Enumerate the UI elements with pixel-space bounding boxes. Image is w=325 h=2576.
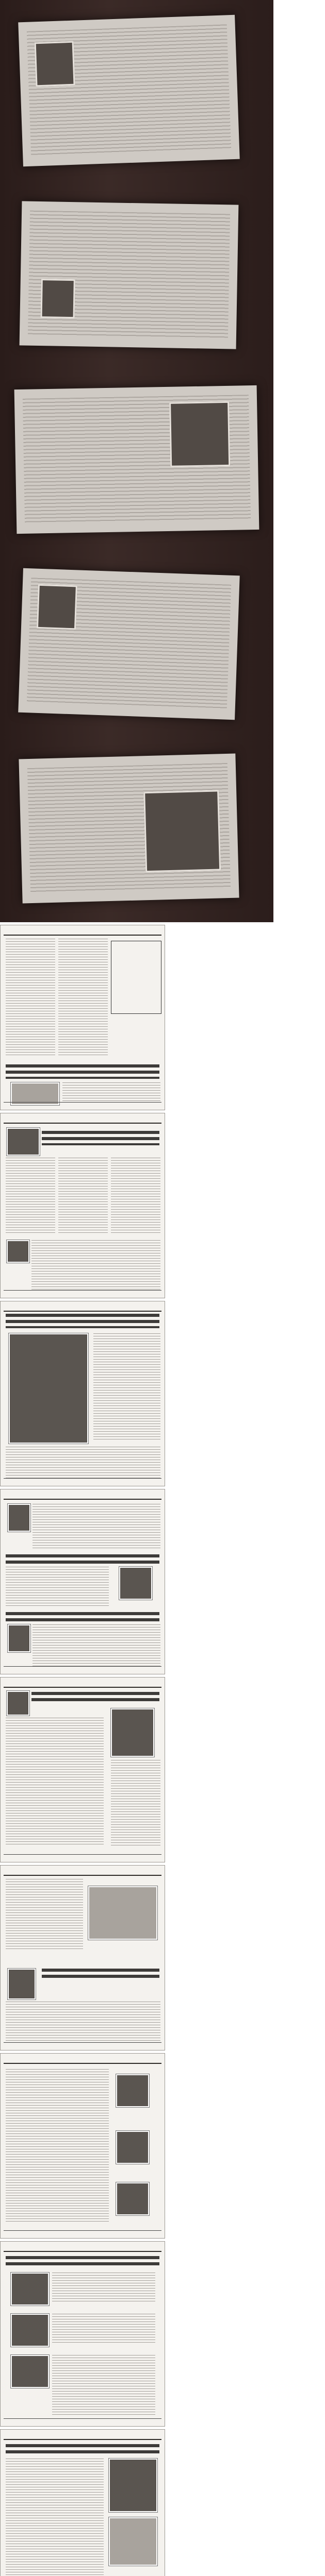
scanned-page-1 <box>0 925 165 1110</box>
scanned-page-4 <box>0 1489 165 1674</box>
scanned-page-6 <box>0 1865 165 2050</box>
magazine-photo-1 <box>0 0 273 184</box>
scanned-page-8 <box>0 2241 165 2427</box>
magazine-photo-5 <box>0 738 273 922</box>
scanned-page-5 <box>0 1677 165 1862</box>
scanned-page-9 <box>0 2429 165 2576</box>
scanned-page-3 <box>0 1301 165 1486</box>
magazine-photo-section <box>0 0 273 922</box>
magazine-photo-4 <box>0 553 273 738</box>
magazine-photo-3 <box>0 369 273 553</box>
scanned-page-2 <box>0 1113 165 1298</box>
magazine-photo-2 <box>0 184 273 369</box>
scanned-page-7 <box>0 2053 165 2239</box>
